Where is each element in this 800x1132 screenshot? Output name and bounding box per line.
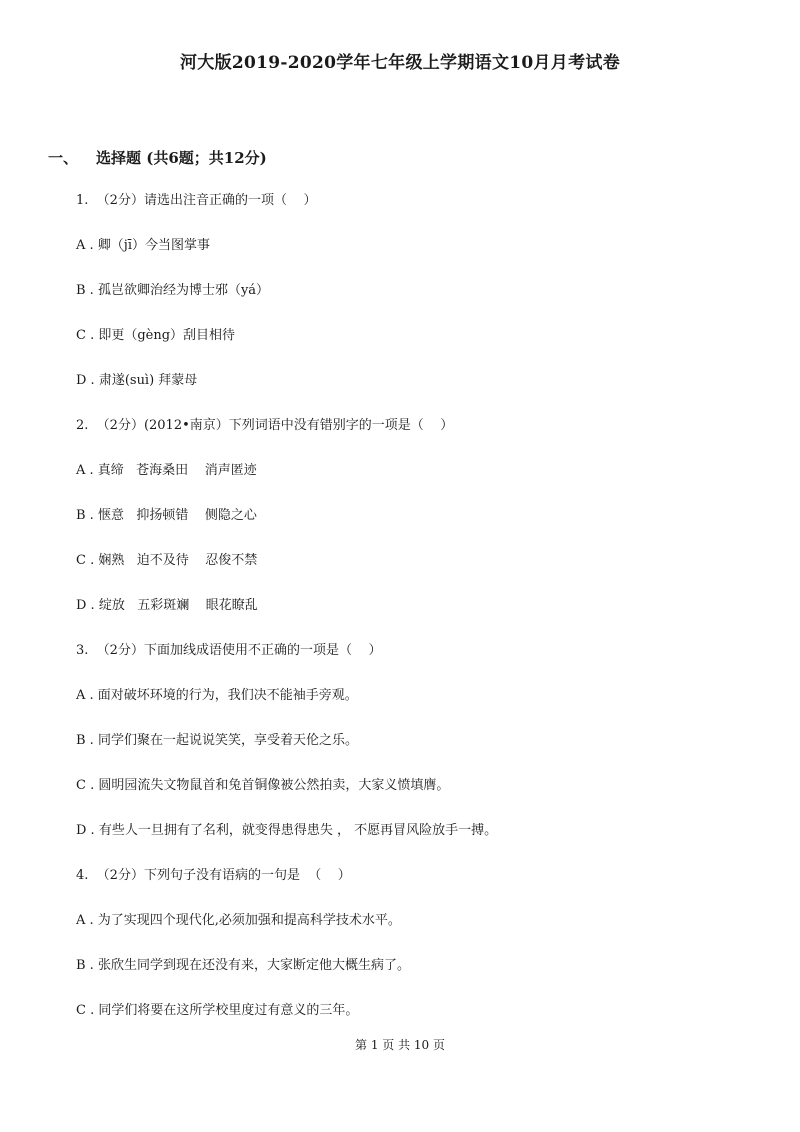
question-4-stem: 4. （2分）下列句子没有语病的一句是 （ ） bbox=[76, 868, 351, 883]
question-2-option-c: C . 娴熟 迫不及待 忍俊不禁 bbox=[76, 553, 258, 568]
question-2-option-d: D . 绽放 五彩斑斓 眼花瞭乱 bbox=[76, 598, 258, 613]
question-2-stem: 2. （2分）(2012•南京）下列词语中没有错别字的一项是（ ） bbox=[76, 418, 454, 433]
question-3-option-a: A . 面对破坏环境的行为，我们决不能袖手旁观。 bbox=[76, 688, 358, 703]
question-4-option-c: C . 同学们将要在这所学校里度过有意义的三年。 bbox=[76, 1003, 359, 1018]
question-1-option-c: C . 即更（gèng）刮目相待 bbox=[76, 328, 236, 343]
question-4-option-b: B . 张欣生同学到现在还没有来，大家断定他大概生病了。 bbox=[76, 958, 410, 973]
question-1-option-d: D . 肃遂(suì) 拜蒙母 bbox=[76, 373, 198, 388]
section-number: 一、 bbox=[48, 149, 79, 167]
page-title: 河大版2019-2020学年七年级上学期语文10月月考试卷 bbox=[179, 53, 621, 73]
question-3-option-d: D . 有些人一旦拥有了名利，就变得患得患失 ， 不愿再冒风险放手一搏。 bbox=[76, 823, 498, 838]
section-heading-text: 选择题 (共6题；共12分) bbox=[96, 149, 267, 167]
question-1-option-b: B . 孤岂欲卿治经为博士邪（yá） bbox=[76, 283, 270, 298]
question-4-option-a: A . 为了实现四个现代化,必须加强和提高科学技术水平。 bbox=[76, 913, 401, 928]
page-footer: 第 1 页 共 10 页 bbox=[355, 1038, 445, 1052]
question-1-stem: 1. （2分）请选出注音正确的一项（ ） bbox=[76, 193, 317, 208]
question-3-stem: 3. （2分）下面加线成语使用不正确的一项是（ ） bbox=[76, 643, 382, 658]
section-heading bbox=[48, 147, 267, 168]
question-3-option-b: B . 同学们聚在一起说说笑笑，享受着天伦之乐。 bbox=[76, 733, 358, 748]
question-3-option-c: C . 圆明园流失文物鼠首和兔首铜像被公然拍卖，大家义愤填膺。 bbox=[76, 778, 450, 793]
question-1-option-a: A . 卿（jī）今当图掌事 bbox=[76, 238, 210, 253]
question-2-option-b: B . 惬意 抑扬顿错 侧隐之心 bbox=[76, 508, 257, 523]
question-2-option-a: A . 真缔 苍海桑田 消声匿迹 bbox=[76, 463, 257, 478]
